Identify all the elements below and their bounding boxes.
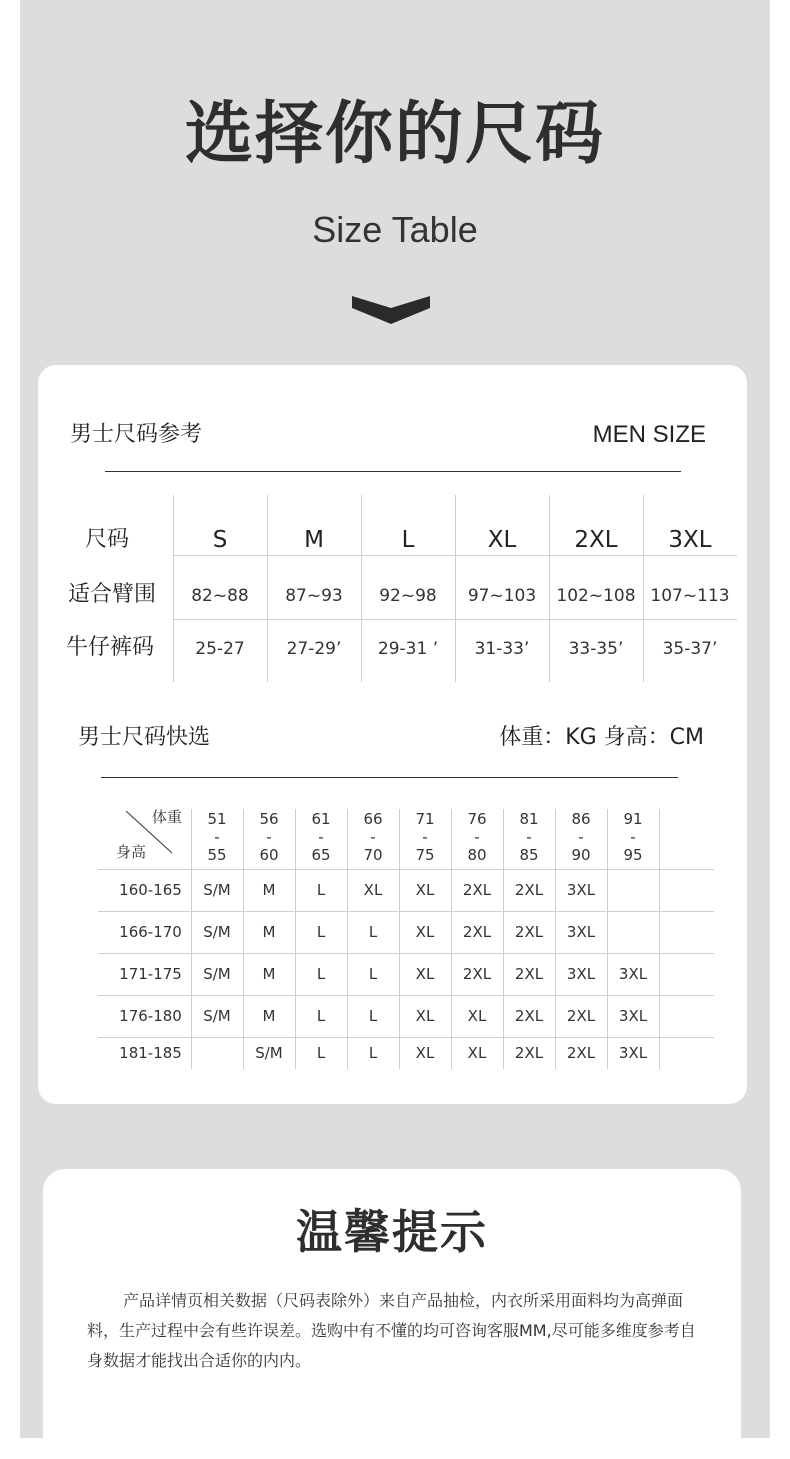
table-grid-line — [173, 555, 737, 556]
jeans-cell: 31-33’ — [474, 639, 530, 659]
size-cell: L — [316, 881, 326, 899]
weight-header-top: 61 — [311, 810, 331, 828]
weight-header-top: 76 — [467, 810, 487, 828]
weight-header-dash: - — [214, 828, 220, 846]
weight-header-bottom: 65 — [311, 846, 331, 864]
size-cell: 2XL — [514, 923, 544, 941]
size-cell: 3XL — [566, 881, 596, 899]
size-cell: 3XL — [566, 923, 596, 941]
arm-cell: 87~93 — [285, 586, 343, 606]
arm-row-label: 适合臂围 — [68, 582, 157, 607]
size-header-cell: M — [304, 527, 324, 553]
size-cell: M — [262, 881, 276, 899]
size-cell: XL — [363, 881, 383, 899]
divider — [105, 471, 681, 472]
height-label: 160-165 — [119, 881, 182, 899]
size-cell: S/M — [203, 881, 231, 899]
size-cell: L — [368, 1044, 378, 1062]
size-cell: XL — [467, 1007, 487, 1025]
arm-cell: 92~98 — [379, 586, 437, 606]
weight-header-top: 71 — [415, 810, 435, 828]
weight-header-top: 56 — [259, 810, 279, 828]
size-cell: 3XL — [618, 1044, 648, 1062]
tips-title: 温馨提示 — [296, 1205, 488, 1259]
weight-header-top: 66 — [363, 810, 383, 828]
size-cell: S/M — [255, 1044, 283, 1062]
size-cell: S/M — [203, 965, 231, 983]
weight-header-dash: - — [266, 828, 272, 846]
size-cell: XL — [467, 1044, 487, 1062]
height-label: 171-175 — [119, 965, 182, 983]
size-cell: L — [316, 1007, 326, 1025]
size-cell: XL — [415, 881, 435, 899]
size-cell: XL — [415, 965, 435, 983]
table-grid-line — [173, 619, 737, 620]
size-cell: 2XL — [566, 1007, 596, 1025]
size-cell: 2XL — [514, 881, 544, 899]
weight-header-dash: - — [578, 828, 584, 846]
size-cell: L — [368, 965, 378, 983]
height-label: 181-185 — [119, 1044, 182, 1062]
weight-header-dash: - — [370, 828, 376, 846]
size-cell: XL — [415, 1044, 435, 1062]
page-subtitle: Size Table — [312, 209, 478, 250]
tips-card — [43, 1169, 741, 1459]
weight-header-bottom: 90 — [571, 846, 591, 864]
table-grid-line — [98, 869, 714, 870]
size-cell: L — [316, 965, 326, 983]
size-cell: L — [368, 1007, 378, 1025]
size-cell: S/M — [203, 923, 231, 941]
size-cell: 2XL — [514, 1044, 544, 1062]
arm-cell: 82~88 — [191, 586, 249, 606]
table-grid-line — [98, 1037, 714, 1038]
jeans-cell: 27-29’ — [286, 639, 342, 659]
men-size-title: 男士尺码参考 — [70, 422, 203, 447]
size-cell: 3XL — [566, 965, 596, 983]
table-grid-line — [98, 995, 714, 996]
size-header-cell: 2XL — [574, 527, 618, 553]
height-label: 176-180 — [119, 1007, 182, 1025]
size-cell: XL — [415, 1007, 435, 1025]
arm-cell: 107~113 — [650, 586, 730, 606]
size-cell: M — [262, 1007, 276, 1025]
page-title: 选择你的尺码 — [184, 95, 605, 174]
weight-header-bottom: 80 — [467, 846, 487, 864]
table-grid-line — [659, 809, 660, 1069]
table-grid-line — [98, 953, 714, 954]
quick-select-title: 男士尺码快选 — [78, 725, 211, 750]
size-cell: XL — [415, 923, 435, 941]
height-label: 166-170 — [119, 923, 182, 941]
weight-header-top: 51 — [207, 810, 227, 828]
corner-weight-label: 体重 — [152, 808, 183, 826]
size-cell: 3XL — [618, 965, 648, 983]
weight-header-dash: - — [526, 828, 532, 846]
weight-header-dash: - — [630, 828, 636, 846]
size-cell: M — [262, 923, 276, 941]
table-grid-line — [98, 911, 714, 912]
arm-cell: 97~103 — [467, 586, 537, 606]
size-header-cell: 3XL — [668, 527, 712, 553]
size-cell: 2XL — [566, 1044, 596, 1062]
size-cell: S/M — [203, 1007, 231, 1025]
jeans-cell: 25-27 — [195, 639, 245, 659]
men-size-title-right: MEN SIZE — [592, 421, 706, 448]
quick-select-units: 体重：KG 身高：CM — [499, 725, 704, 750]
size-cell: L — [316, 1044, 326, 1062]
size-header-cell: XL — [487, 527, 517, 553]
jeans-row-label: 牛仔裤码 — [66, 635, 155, 660]
weight-header-top: 81 — [519, 810, 539, 828]
weight-header-top: 86 — [571, 810, 591, 828]
jeans-cell: 35-37’ — [662, 639, 718, 659]
size-header-cell: S — [212, 527, 228, 553]
size-cell: 2XL — [514, 1007, 544, 1025]
size-cell: L — [368, 923, 378, 941]
weight-header-dash: - — [474, 828, 480, 846]
size-row-label: 尺码 — [85, 527, 130, 552]
chevron-down-icon — [352, 294, 430, 326]
size-card — [38, 365, 747, 1104]
tips-body: 产品详情页相关数据（尺码表除外）来自产品抽检，内衣所采用面料均为高弹面料，生产过程中会有些许误差。选购中有不懂的均可咨询客服MM,尽可能多维度参考自身数据才能找出合适你的内内。 — [87, 1291, 696, 1370]
size-cell: 2XL — [514, 965, 544, 983]
size-cell: 2XL — [462, 881, 492, 899]
divider — [101, 777, 678, 778]
weight-header-bottom: 55 — [207, 846, 227, 864]
size-cell: M — [262, 965, 276, 983]
weight-header-bottom: 85 — [519, 846, 539, 864]
size-cell: 3XL — [618, 1007, 648, 1025]
weight-header-bottom: 95 — [623, 846, 643, 864]
arm-cell: 102~108 — [556, 586, 636, 606]
weight-header-dash: - — [318, 828, 324, 846]
weight-header-bottom: 75 — [415, 846, 435, 864]
weight-header-bottom: 60 — [259, 846, 279, 864]
size-cell: L — [316, 923, 326, 941]
jeans-cell: 29-31 ’ — [377, 639, 439, 659]
corner-height-label: 身高 — [116, 843, 147, 861]
size-header-cell: L — [401, 527, 415, 553]
weight-header-bottom: 70 — [363, 846, 383, 864]
weight-header-dash: - — [422, 828, 428, 846]
jeans-cell: 33-35’ — [568, 639, 624, 659]
weight-header-top: 91 — [623, 810, 643, 828]
size-cell: 2XL — [462, 965, 492, 983]
size-cell: 2XL — [462, 923, 492, 941]
